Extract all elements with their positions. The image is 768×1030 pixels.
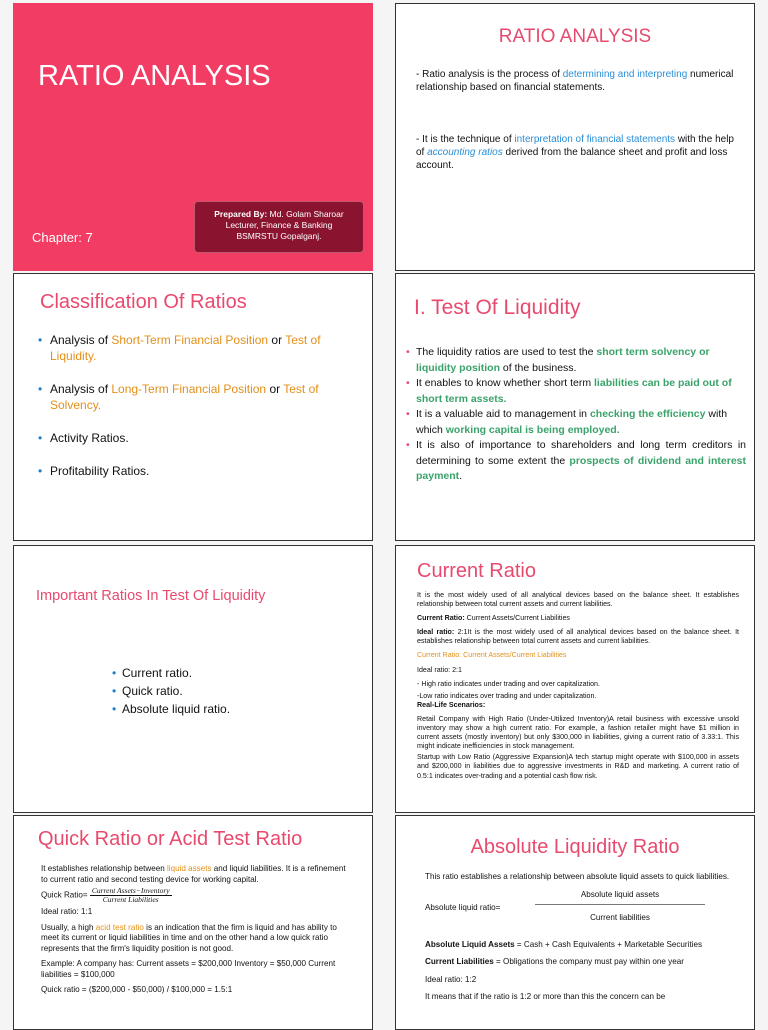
list-item: • Analysis of Long-Term Financial Position or Test of Solvency. xyxy=(38,381,338,413)
test-of-liquidity-slide xyxy=(395,273,755,541)
paragraph: Ideal ratio: 2:1 xyxy=(417,665,462,674)
author-name: Md. Golam Sharoar xyxy=(267,209,344,219)
important-ratios-slide xyxy=(13,545,373,813)
slide-body xyxy=(417,591,739,786)
slide-title: Quick Ratio or Acid Test Ratio xyxy=(38,828,303,850)
list-item: • It enables to know whether short term liabilities can be paid out of short term assets. xyxy=(406,376,746,407)
current-ratio-slide xyxy=(395,545,755,813)
definition-paragraph-1: - Ratio analysis is the process of determining and interpreting numerical relationship based on financial statements. xyxy=(416,69,734,93)
ideal-ratio: Ideal ratio: 1:2 xyxy=(425,974,477,984)
paragraph: -Low ratio indicates over trading and under capitalization. xyxy=(417,691,597,700)
slide-title: Classification Of Ratios xyxy=(40,291,247,313)
paragraph: It is the most widely used of all analytical devices based on the balance sheet. It establishes relationship between total current assets and current liabilities. xyxy=(417,591,739,609)
quick-ratio-formula: Quick Ratio= $\frac{\text{Current Assets−Inventory}}{\text{Current Liabilities}}$ xyxy=(41,886,170,904)
list-item: • Absolute liquid ratio. xyxy=(112,700,230,718)
paragraph: This ratio establishes a relationship between absolute liquid assets to quick liabilities. xyxy=(425,872,730,881)
paragraph: Current Ratio: Current Assets/Current Liabilities xyxy=(417,651,567,660)
absolute-ratio-formula: Absolute liquid ratio= Absolute liquid assets Current liabilities xyxy=(425,890,730,930)
quick-ratio-slide xyxy=(13,815,373,1030)
paragraph: It establishes relationship between liquid assets and liquid liabilities. It is a refinement to current ratio and second testing device for working capital. xyxy=(41,864,346,884)
list-item: • Analysis of Short-Term Financial Position or Test of Liquidity. xyxy=(38,332,338,364)
paragraph: Quick ratio = ($200,000 - $50,000) / $100,000 = 1.5:1 xyxy=(41,985,233,994)
definition-slide xyxy=(395,3,755,271)
list-item: • The liquidity ratios are used to test the short term solvency or liquidity position of the business. xyxy=(406,345,746,376)
paragraph: Retail Company with High Ratio (Under-Utilized Inventory)A retail business with excessive unsold inventory may show a high current ratio. For example, a fashion retailer might have $1 million in current assets (mostly inventory) but only $300,000 in liabilities, giving a current ratio of 3.33:1. This might indicate inefficiencies in stock management. xyxy=(417,714,739,751)
paragraph: - High ratio indicates under trading and over capitalization. xyxy=(417,679,600,688)
slide-title: RATIO ANALYSIS xyxy=(498,26,652,47)
definition-paragraph-2: - It is the technique of interpretation of financial statements with the help of accounting ratios derived from the balance sheet and profit and loss account. xyxy=(416,134,734,171)
list-item: • Quick ratio. xyxy=(112,682,230,700)
slide-body xyxy=(425,872,730,1010)
list-item: • Activity Ratios. xyxy=(38,430,338,446)
slide-title: RATIO ANALYSIS xyxy=(38,60,271,92)
paragraph: Example: A company has: Current assets = $200,000 Inventory = $50,000 Current liabilities = $100,000 xyxy=(41,959,336,979)
list-item: • Profitability Ratios. xyxy=(38,463,338,479)
list-item: • It is a valuable aid to management in checking the efficiency with which working capital is being employed. xyxy=(406,407,746,438)
paragraph: Real-Life Scenarios: xyxy=(417,700,486,709)
chapter-label: Chapter: 7 xyxy=(32,230,93,245)
paragraph: Usually, a high acid test ratio is an indication that the firm is liquid and has ability to meet its current or liquid liabilities in time and on the other hand a low quick ratio represents that the firm's liquidity position is not good. xyxy=(41,922,337,953)
classification-slide xyxy=(13,273,373,541)
ratios-list xyxy=(112,664,230,718)
author-institution: BSMRSTU Gopalganj. xyxy=(236,231,322,241)
paragraph: Ideal ratio: 2:1It is the most widely used of all analytical devices based on the balance sheet. It establishes relationship between total current assets and current liabilities. xyxy=(417,628,740,646)
prepared-by-label: Prepared By: xyxy=(214,209,268,219)
title-slide xyxy=(13,3,373,271)
slide-title: I. Test Of Liquidity xyxy=(414,296,581,319)
prepared-by-box xyxy=(194,201,364,253)
paragraph: Absolute Liquid Assets = Cash + Cash Equivalents + Marketable Securities xyxy=(425,939,703,949)
paragraph: Current Ratio: Current Assets/Current Liabilities xyxy=(417,614,570,623)
absolute-liquidity-slide xyxy=(395,815,755,1030)
list-item: • Current ratio. xyxy=(112,664,230,682)
list-item: • It is also of importance to shareholders and long term creditors in determining to some extent the prospects of dividend and interest payment. xyxy=(406,438,746,485)
paragraph: Current Liabilities = Obligations the company must pay within one year xyxy=(425,957,684,966)
author-position: Lecturer, Finance & Banking xyxy=(225,220,333,230)
classification-list xyxy=(38,332,338,496)
ideal-ratio: Ideal ratio: 1:1 xyxy=(41,907,93,916)
slide-body xyxy=(41,864,351,1001)
paragraph: Startup with Low Ratio (Aggressive Expansion)A tech startup might operate with $100,000 in assets and $200,000 in liabilities due to aggressive investments in R&D and marketing. A current ratio of 0.5:1 indicates over-trading and a potential cash flow risk. xyxy=(417,753,739,780)
slide-title: Important Ratios In Test Of Liquidity xyxy=(36,588,266,604)
slide-title: Absolute Liquidity Ratio xyxy=(470,836,680,858)
slide-title: Current Ratio xyxy=(417,560,536,582)
liquidity-points xyxy=(406,345,746,485)
paragraph: It means that if the ratio is 1:2 or more than this the concern can be xyxy=(425,992,666,1001)
